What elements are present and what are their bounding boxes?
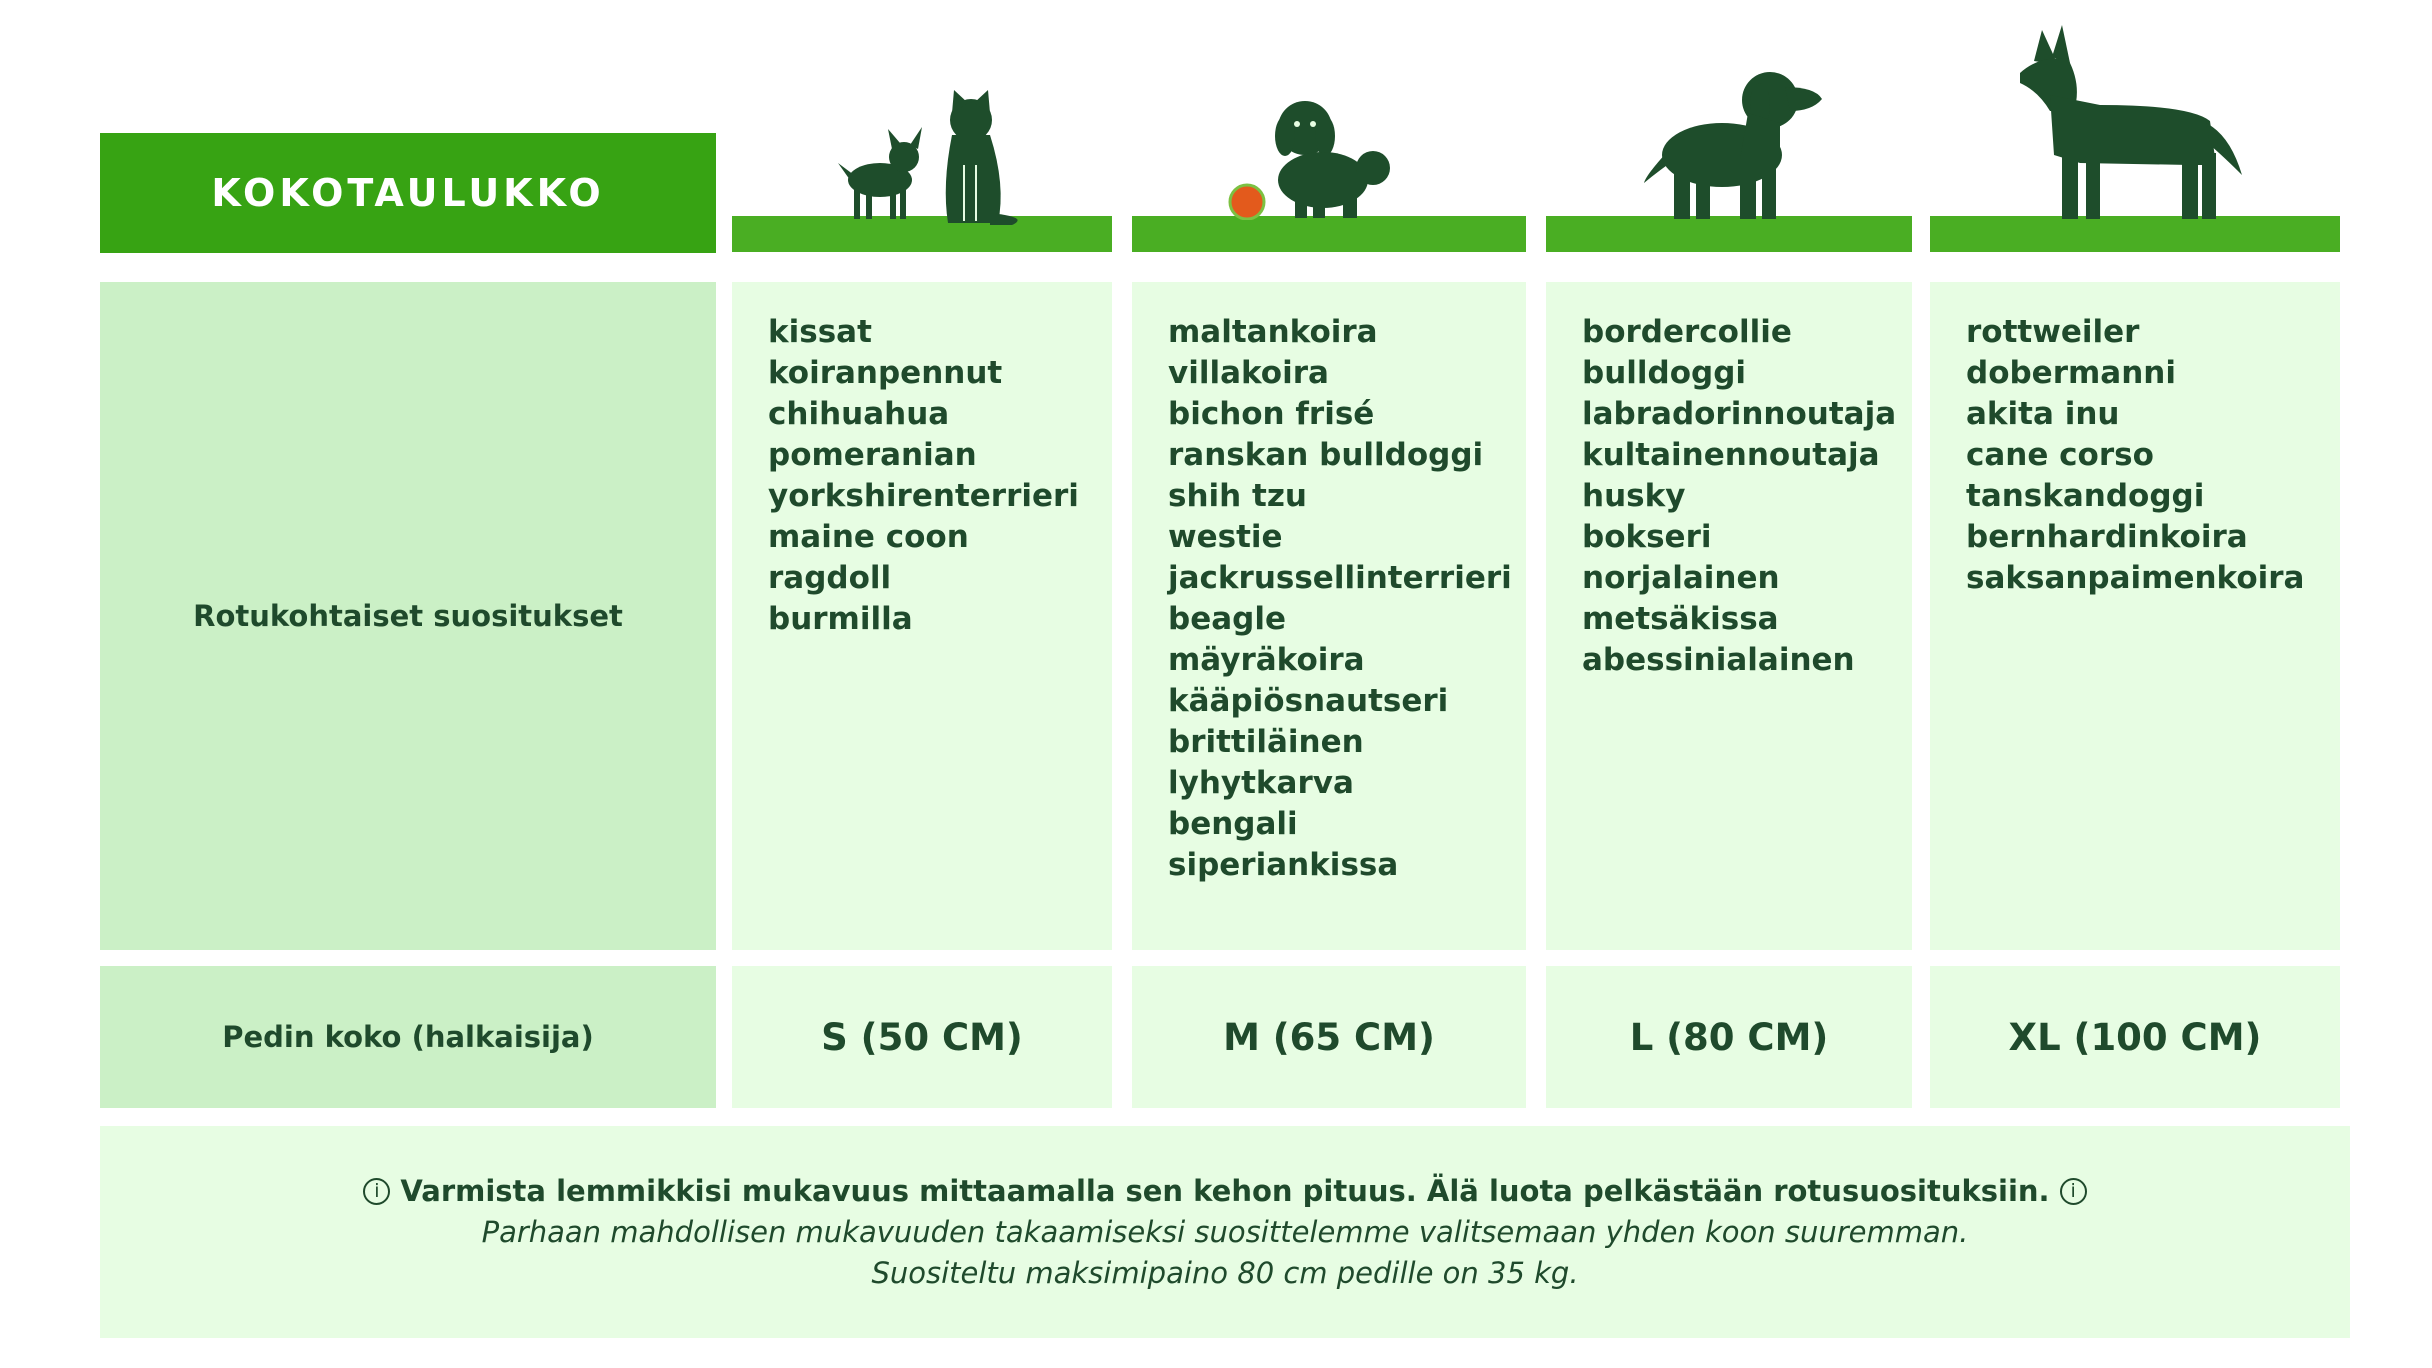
list-item: bernhardinkoira — [1966, 519, 2248, 555]
breed-list-m — [1132, 282, 1526, 886]
list-item: norjalainen — [1582, 560, 1780, 596]
list-item: dobermanni — [1966, 355, 2176, 391]
breeds-cell-l — [1546, 282, 1912, 950]
list-item: pomeranian — [768, 437, 977, 473]
list-item: ragdoll — [768, 560, 892, 596]
size-cell-m — [1132, 966, 1526, 1108]
list-item: bengali — [1168, 806, 1298, 842]
note-bold-text: Varmista lemmikkisi mukavuus mittaamalla sen kehon pituus. Älä luota pelkästään rotusuosituksiin. — [400, 1173, 2050, 1208]
size-value: M (65 CM) — [1223, 1015, 1435, 1059]
list-item: husky — [1582, 478, 1686, 514]
list-item: westie — [1168, 519, 1283, 555]
size-cell-l — [1546, 966, 1912, 1108]
list-item: maine coon — [768, 519, 969, 555]
size-row-label — [100, 966, 716, 1108]
title-box — [100, 133, 716, 253]
list-item: chihuahua — [768, 396, 950, 432]
medium-dog-icon — [1640, 65, 1840, 225]
page-title: KOKOTAULUKKO — [211, 171, 605, 215]
breed-list-xl — [1930, 282, 2340, 599]
column-bar-m — [1132, 216, 1526, 252]
breeds-row-label-text: Rotukohtaiset suositukset — [193, 599, 623, 633]
list-item: bordercollie — [1582, 314, 1792, 350]
list-item: abessinialainen — [1582, 642, 1855, 678]
cat-and-chihuahua-icon — [830, 85, 1030, 225]
breed-list-s — [732, 282, 1112, 640]
list-item: labradorinnoutaja — [1582, 396, 1897, 432]
size-cell-s — [732, 966, 1112, 1108]
list-item: saksanpaimenkoira — [1966, 560, 2305, 596]
size-row-label-text: Pedin koko (halkaisija) — [222, 1020, 594, 1054]
list-item: burmilla — [768, 601, 913, 637]
note-line-2: Parhaan mahdollisen mukavuuden takaamiseksi suosittelemme valitsemaan yhden koon suuremman. — [481, 1214, 1969, 1249]
list-item: rottweiler — [1966, 314, 2140, 350]
info-icon: i — [2060, 1178, 2087, 1205]
size-value: XL (100 CM) — [2008, 1015, 2262, 1059]
list-item: lyhytkarva — [1168, 765, 1354, 801]
large-dog-icon — [2010, 25, 2250, 225]
size-cell-xl — [1930, 966, 2340, 1108]
note-line-3: Suositeltu maksimipaino 80 cm pedille on 35 kg. — [871, 1255, 1579, 1290]
info-icon: i — [363, 1178, 390, 1205]
size-value: L (80 CM) — [1629, 1015, 1829, 1059]
list-item: yorkshirenterrieri — [768, 478, 1079, 514]
list-item: kultainennoutaja — [1582, 437, 1880, 473]
list-item: kääpiösnautseri — [1168, 683, 1449, 719]
small-dog-with-ball-icon — [1225, 100, 1405, 220]
list-item: akita inu — [1966, 396, 2120, 432]
list-item: villakoira — [1168, 355, 1329, 391]
list-item: maltankoira — [1168, 314, 1378, 350]
list-item: metsäkissa — [1582, 601, 1779, 637]
breed-list-l — [1546, 282, 1912, 681]
list-item: bulldoggi — [1582, 355, 1747, 391]
list-item: brittiläinen — [1168, 724, 1364, 760]
note-headline — [363, 1171, 2086, 1212]
list-item: mäyräkoira — [1168, 642, 1365, 678]
size-value: S (50 CM) — [821, 1015, 1023, 1059]
list-item: ranskan bulldoggi — [1168, 437, 1484, 473]
list-item: siperiankissa — [1168, 847, 1399, 883]
breeds-row-label — [100, 282, 716, 950]
list-item: kissat — [768, 314, 872, 350]
list-item: bokseri — [1582, 519, 1712, 555]
breeds-cell-m — [1132, 282, 1526, 950]
breeds-cell-s — [732, 282, 1112, 950]
list-item: beagle — [1168, 601, 1286, 637]
list-item: shih tzu — [1168, 478, 1307, 514]
list-item: bichon frisé — [1168, 396, 1375, 432]
list-item: jackrussellinterrieri — [1168, 560, 1512, 596]
list-item: koiranpennut — [768, 355, 1003, 391]
list-item: tanskandoggi — [1966, 478, 2205, 514]
note-box — [100, 1126, 2350, 1338]
list-item: cane corso — [1966, 437, 2154, 473]
breeds-cell-xl — [1930, 282, 2340, 950]
